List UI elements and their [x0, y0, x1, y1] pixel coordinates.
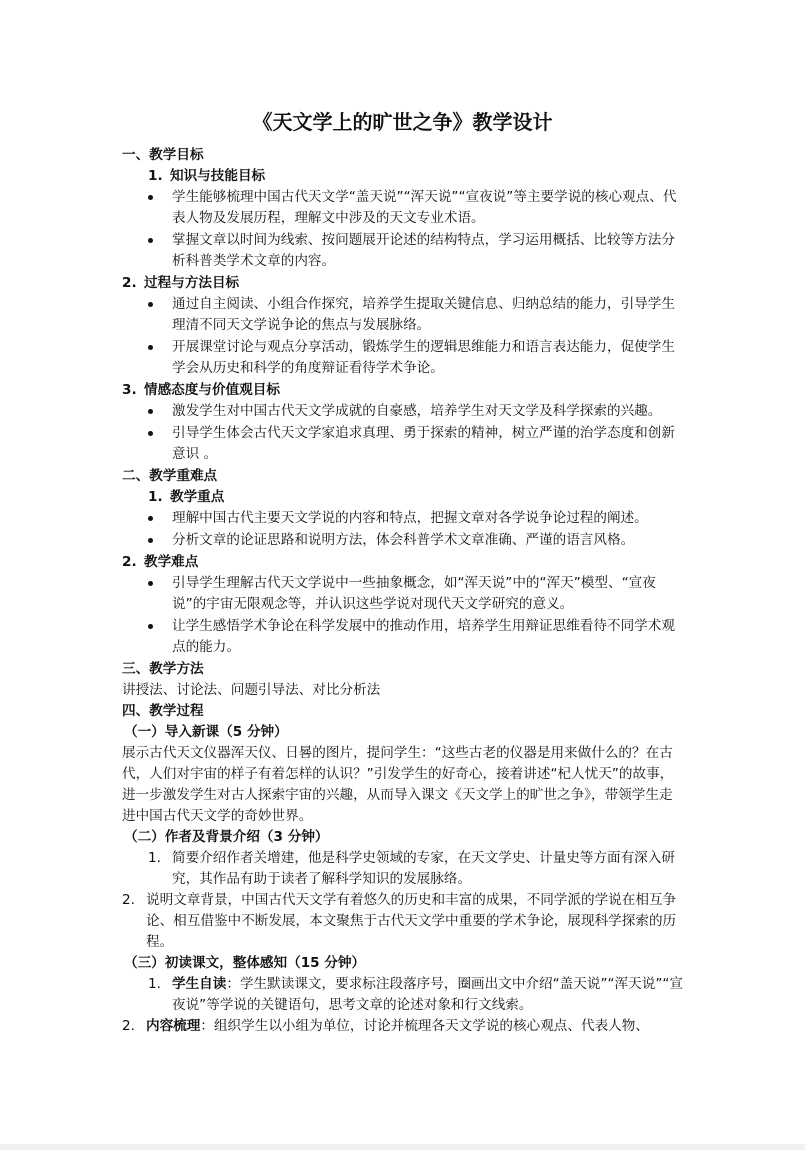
list-item	[122, 530, 683, 551]
bullet-icon	[148, 581, 153, 586]
item-number: 2.	[122, 892, 135, 908]
bullet-icon	[148, 516, 153, 521]
bullet-icon	[148, 345, 153, 350]
subheading-number: 1.	[148, 489, 163, 505]
subheading-knowledge-goals	[122, 166, 683, 187]
bullet-icon	[148, 238, 153, 243]
item-number: 2.	[122, 1018, 135, 1034]
list-item-text: 理解中国古代主要天文学说的内容和特点，把握文章对各学说争论过程的阐述。	[172, 510, 648, 526]
subheading-number: 2.	[122, 554, 137, 570]
item-body	[172, 974, 683, 1016]
subheading-label: 知识与技能目标	[170, 168, 266, 184]
document-title: 《天文学上的旷世之争》教学设计	[252, 110, 553, 134]
list-item-text: 分析文章的论证思路和说明方法，体会科普学术文章准确、严谨的语言风格。	[172, 532, 635, 548]
item-body	[146, 1016, 683, 1037]
page-bottom-edge	[0, 1144, 805, 1150]
list-item	[122, 423, 683, 465]
key-points-list	[122, 508, 683, 551]
knowledge-goals-list	[122, 187, 683, 272]
numbered-item	[122, 974, 683, 1016]
section-heading-process: 四、教学过程	[122, 703, 204, 719]
bullet-icon	[148, 195, 153, 200]
item-text: ：学生默读课文，要求标注段落序号，圈画出文中介绍“盖天说”“浑天说”“宣夜说”等学说的关键语句，思考文章的论述对象和行文线索。	[172, 976, 683, 1013]
list-item	[122, 187, 683, 229]
subheading-number: 3.	[122, 382, 137, 398]
list-item	[122, 401, 683, 422]
list-item-text: 开展课堂讨论与观点分享活动，锻炼学生的逻辑思维能力和语言表达能力，促使学生学会从历史和科学的角度辩证看待学术争论。	[172, 339, 675, 376]
subheading-difficult-points	[122, 552, 683, 573]
subheading-label: 教学重点	[170, 489, 225, 505]
list-item-text: 通过自主阅读、小组合作探究，培养学生提取关键信息、归纳总结的能力，引导学生理清不同天文学说争论的焦点与发展脉络。	[172, 296, 675, 333]
difficult-points-list	[122, 573, 683, 658]
numbered-item	[122, 1016, 683, 1037]
item-number: 1.	[148, 850, 161, 866]
subheading-label: 过程与方法目标	[144, 275, 240, 291]
list-item-text: 让学生感悟学术争论在科学发展中的推动作用，培养学生用辩证思维看待不同学术观点的能力。	[172, 618, 675, 655]
list-item	[122, 573, 683, 615]
subheading-process-goals	[122, 273, 683, 294]
bullet-icon	[148, 409, 153, 414]
list-item	[122, 508, 683, 529]
item-label: 内容梳理	[146, 1018, 201, 1034]
list-item-text: 激发学生对中国古代天文学成就的自豪感，培养学生对天文学及科学探索的兴趣。	[172, 403, 662, 419]
process-goals-list	[122, 294, 683, 379]
list-item	[122, 337, 683, 379]
subheading-attitude-goals	[122, 380, 683, 401]
subheading-label: 教学难点	[144, 554, 199, 570]
item-text: ：组织学生以小组为单位，讨论并梳理各天文学说的核心观点、代表人物、	[200, 1018, 649, 1034]
process-part-intro-heading: （一）导入新课（5 分钟）	[124, 724, 288, 740]
subheading-key-points	[122, 487, 683, 508]
bullet-icon	[148, 538, 153, 543]
methods-text: 讲授法、讨论法、问题引导法、对比分析法	[122, 682, 381, 698]
list-item	[122, 294, 683, 336]
bullet-icon	[148, 624, 153, 629]
list-item-text: 掌握文章以时间为线索、按问题展开论述的结构特点，学习运用概括、比较等方法分析科普类学术文章的内容。	[172, 232, 675, 269]
subheading-label: 情感态度与价值观目标	[144, 382, 280, 398]
process-part-intro-text: 展示古代天文仪器浑天仪、日晷的图片，提问学生：“这些古老的仪器是用来做什么的？在古代，人们对宇宙的样子有着怎样的认识？”引发学生的好奇心，接着讲述“杞人忧天”的故事，进一步激发学生对古人探索宇宙的兴趣，从而导入课文《天文学上的旷世之争》，带领学生走进中国古代天文学的奇妙世界。	[122, 745, 674, 824]
process-part-author-heading: （二）作者及背景介绍（3 分钟）	[124, 829, 329, 845]
item-number: 1.	[148, 976, 161, 992]
section-heading-keypoints: 二、教学重难点	[122, 468, 218, 484]
process-part-reading-heading: （三）初读课文，整体感知（15 分钟）	[124, 955, 366, 971]
numbered-item	[122, 848, 683, 890]
list-item-text: 引导学生体会古代天文学家追求真理、勇于探索的精神，树立严谨的治学态度和创新意识 。	[172, 425, 675, 462]
subheading-number: 2.	[122, 275, 137, 291]
subheading-number: 1.	[148, 168, 163, 184]
section-heading-goals: 一、教学目标	[122, 147, 204, 163]
bullet-icon	[148, 431, 153, 436]
item-text: 简要介绍作者关增建，他是科学史领域的专家，在天文学史、计量史等方面有深入研究，其作品有助于读者了解科学知识的发展脉络。	[172, 850, 675, 887]
item-text: 说明文章背景，中国古代天文学有着悠久的历史和丰富的成果，不同学派的学说在相互争论、相互借鉴中不断发展，本文聚焦于古代天文学中重要的学术争论，展现科学探索的历程。	[146, 892, 677, 950]
numbered-item	[122, 890, 683, 953]
list-item-text: 引导学生理解古代天文学说中一些抽象概念，如“浑天说”中的“浑天”模型、“宣夜说”的宇宙无限观念等，并认识这些学说对现代天文学研究的意义。	[172, 575, 656, 612]
attitude-goals-list	[122, 401, 683, 465]
section-heading-methods: 三、教学方法	[122, 661, 204, 677]
list-item	[122, 230, 683, 272]
bullet-icon	[148, 302, 153, 307]
list-item-text: 学生能够梳理中国古代天文学“盖天说”“浑天说”“宣夜说”等主要学说的核心观点、代表人物及发展历程，理解文中涉及的天文专业术语。	[172, 189, 677, 226]
list-item	[122, 616, 683, 658]
item-label: 学生自读	[172, 976, 227, 992]
